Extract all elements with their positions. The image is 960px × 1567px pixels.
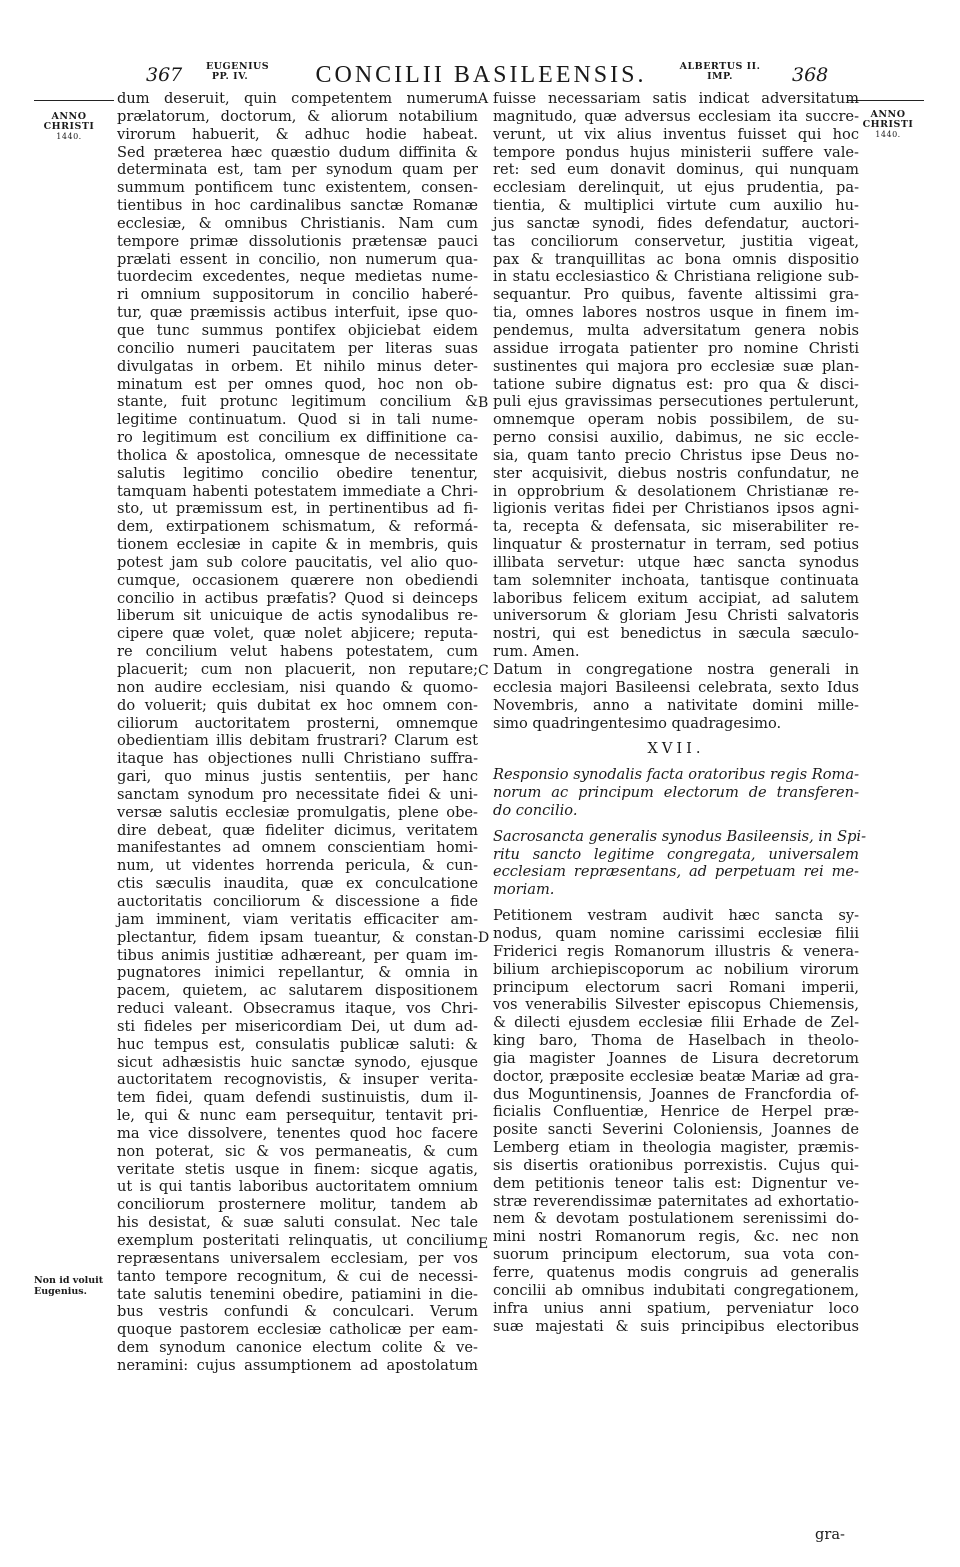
text-line: jam imminent, viam veritatis efficaciter am- <box>117 910 478 928</box>
text-line: stante, fuit protunc legitimum concilium & <box>117 393 478 411</box>
text-line: gia magister Joannes de Lisura decretorum <box>493 1049 859 1067</box>
text-line: universorum & gloriam Jesu Christi salvatoris <box>493 607 859 625</box>
text-line: prælatorum, doctorum, & aliorum notabilium <box>117 107 478 125</box>
text-line: sicut adhæsistis huic sanctæ synodo, ejusque <box>117 1053 478 1071</box>
text-line: & dilecti ejusdem ecclesiæ filii Erhade de Zel- <box>493 1014 859 1032</box>
text-line: rum. Amen. <box>493 643 580 661</box>
rubric-line: do concilio. <box>493 801 578 819</box>
text-line: divulgatas in orbem. Et nihilo minus deter- <box>117 357 478 375</box>
text-line: sto, ut præmissum est, in pertinentibus ad fi- <box>117 500 478 518</box>
text-line: illibata servetur: utque hæc sancta synodus <box>493 553 859 571</box>
text-line: Sed præterea hæc quæstio dudum diffinita & <box>117 143 478 161</box>
text-line: tam solemniter inchoata, tantisque continuata <box>493 571 859 589</box>
text-line: tibus animis justitiæ adhæreant, per quam im- <box>117 946 478 964</box>
text-line: ut is qui tantis laboribus auctoritatem omnium <box>117 1178 478 1196</box>
sacrosancta-line: ritu sancto legitime congregata, universalem <box>493 845 859 863</box>
text-line: sanctam synodum pro necessitate fidei & uni- <box>117 785 478 803</box>
text-line: exemplum posteritati relinquatis, ut concilium <box>117 1232 478 1249</box>
text-line: in opprobrium & desolationem Christianæ re- <box>493 482 859 500</box>
datum-line: Datum in congregatione nostra generali in <box>493 661 859 678</box>
text-line: omnemque operam nobis possibilem, de su- <box>493 411 859 429</box>
text-line: concilio in actibus præfatis? Quod si deinceps <box>117 589 478 607</box>
text-line: ret: sed eum donavit dominus, qui nunquam <box>493 161 859 179</box>
text-line: dum deseruit, quin competentem numerum <box>117 90 478 107</box>
section-letter-d: D <box>478 930 490 946</box>
text-line: jus sanctæ synodi, fides defendatur, auctori- <box>493 214 859 232</box>
text-line: salutis legitimo concilio obedire tenentur, <box>117 464 478 482</box>
text-line: non poterat, sic & vos permaneatis, & cum <box>117 1142 478 1160</box>
section-letter-b: B <box>478 395 489 411</box>
text-line: Lemberg etiam in theologia magister, præmis- <box>493 1139 859 1157</box>
text-line: sia, quam tanto precio Christus ipse Deus no- <box>493 446 859 464</box>
text-line: pendemus, multa adversitatum genera nobis <box>493 321 859 339</box>
text-line: bilium archiepiscoporum ac nobilium virorum <box>493 960 859 978</box>
text-line: sti fideles per misericordiam Dei, ut dum ad- <box>117 1017 478 1035</box>
text-line: dem petitionis teneor talis est: Dignentur ve- <box>493 1174 859 1192</box>
text-line: nodus, quam nomine carissimi ecclesiæ filii <box>493 924 859 942</box>
text-line: tientia, & multiplici virtute cum auxilio hu- <box>493 197 859 215</box>
text-line: in statu ecclesiastico & Christiana religione sub- <box>493 268 859 286</box>
text-line: verunt, ut vix alius inventus fuisset qui hoc <box>493 125 859 143</box>
text-line: manifestantes ad omnem conscientiam homi- <box>117 839 478 857</box>
text-line: magnitudo, quæ adversus ecclesiam ita succre- <box>493 107 859 125</box>
text-line: summum pontificem tunc existentem, consen- <box>117 179 478 197</box>
text-line: linquatur & prosternatur in terram, sed potius <box>493 536 859 554</box>
text-line: ro legitimum est concilium ex diffinitione ca- <box>117 429 478 447</box>
text-line: versæ salutis ecclesiæ promulgatis, plene obe- <box>117 803 478 821</box>
text-line: placuerit; cum non placuerit, non reputare; <box>117 661 478 678</box>
section-letter-c: C <box>478 663 489 679</box>
running-head-right: ALBERTUS II. IMP. <box>679 61 761 82</box>
rubric-line: norum ac principum electorum de transferen- <box>493 784 859 802</box>
text-line: do voluerit; quis dubitat ex hoc omnem con- <box>117 696 478 714</box>
paragraph-gap <box>493 820 859 828</box>
text-line: liberum sit unicuique de actis synodalibus re- <box>117 607 478 625</box>
text-line: vos venerabilis Silvester episcopus Chiemensis, <box>493 996 859 1014</box>
margin-year-right: ANNO CHRISTI 1440. <box>862 109 914 139</box>
text-line: infra unius anni spatium, perveniatur loco <box>493 1299 859 1317</box>
text-line: neramini: cujus assumptionem ad apostolatum <box>117 1356 478 1374</box>
text-line: veritate stetis usque in finem: sicque agatis, <box>117 1160 478 1178</box>
text-line: tur, quæ præmissis actibus interfuit, ipse quo- <box>117 304 478 322</box>
text-line: ma vice dissolvere, tenentes quod hoc facere <box>117 1124 478 1142</box>
datum-line: simo quadringentesimo quadragesimo. <box>493 714 782 732</box>
text-line: ta, recepta & defensata, sic miserabiliter re- <box>493 518 859 536</box>
sacrosancta-line: Sacrosancta generalis synodus Basileensis, in Spi- <box>493 827 867 845</box>
text-line: tamquam habenti potestatem immediate a Chri- <box>117 482 478 500</box>
text-line: tia, omnes labores nostros usque in finem im- <box>493 304 859 322</box>
text-line: sustinentes qui majora pro ecclesiæ suæ plan- <box>493 357 859 375</box>
text-line: quoque pastorem ecclesiæ catholicæ per eam- <box>117 1321 478 1339</box>
text-line: ri omnium suppositorum in concilio haberé- <box>117 286 478 304</box>
text-line: ster acquisivit, diebus nostris confundatur, ne <box>493 464 859 482</box>
text-line: dem synodum canonice electum colite & ve- <box>117 1339 478 1357</box>
text-line: Petitionem vestram audivit hæc sancta sy- <box>493 907 859 925</box>
text-line: gari, quo minus justis sententiis, per hanc <box>117 768 478 786</box>
text-line: assidue irrogata patienter pro nomine Christi <box>493 339 859 357</box>
text-line: dem, extirpationem schismatum, & reformá- <box>117 518 478 536</box>
text-line: tem fidei, quam defendi sustinuistis, dum il- <box>117 1089 478 1107</box>
section-number: XVII. <box>647 740 705 758</box>
text-line: suorum principum electorum, sua vota con- <box>493 1246 859 1264</box>
text-line: determinata est, tam per synodum quam per <box>117 161 478 179</box>
text-line: stræ reverendissimæ paternitates ad exhortatio- <box>493 1192 859 1210</box>
text-line: tate salutis tenemini obedire, patiamini in die- <box>117 1285 478 1303</box>
text-line: ligionis veritas fidei per Christianos ipsos agni- <box>493 500 859 518</box>
text-line: principum electorum sacri Romani imperii, <box>493 978 859 996</box>
text-line: que tunc summus pontifex objiciebat eidem <box>117 321 478 339</box>
text-line: conciliorum prosternere molitur, tandem ab <box>117 1196 478 1214</box>
text-line: dire debeat, quæ fideliter dicimus, veritatem <box>117 821 478 839</box>
margin-year-left: ANNO CHRISTI 1440. <box>43 111 95 141</box>
rubric-line: Responsio synodalis facta oratoribus regis Roma- <box>493 766 859 784</box>
text-line: huc tempus est, consulatis publicæ saluti: & <box>117 1035 478 1053</box>
text-line: dus Moguntinensis, Joannes de Francfordia of- <box>493 1085 859 1103</box>
text-line: num, ut videntes horrenda pericula, & cun- <box>117 857 478 875</box>
text-line: tempore pondus hujus ministerii suffere vale- <box>493 143 859 161</box>
text-line: tholica & apostolica, omnesque de necessitate <box>117 446 478 464</box>
left-text-column <box>117 90 478 1375</box>
right-text-column <box>493 90 867 1335</box>
text-line: sis disertis orationibus porrexistis. Cujus qui- <box>493 1156 859 1174</box>
paragraph-gap <box>493 758 859 766</box>
text-line: le, qui & nunc eam persequitur, tentavit pri- <box>117 1107 478 1125</box>
text-line: ciliorum auctoritatem prosterni, omnemque <box>117 714 478 732</box>
text-line: cipere quæ volet, quæ nolet abjicere; reputa- <box>117 625 478 643</box>
running-head-left: EUGENIUS PP. IV. <box>206 61 270 82</box>
section-letter-a: A <box>478 91 489 107</box>
text-line: cumque, occasionem quærere non obediendi <box>117 571 478 589</box>
catchword: gra- <box>815 1526 845 1543</box>
datum-line: ecclesia majori Basileensi celebrata, sexto Idus <box>493 678 859 696</box>
paragraph-gap <box>493 899 859 907</box>
text-line: tientibus in hoc cardinalibus sanctæ Romanæ <box>117 197 478 215</box>
text-line: tempore primæ dissolutionis prætensæ pauci <box>117 232 478 250</box>
text-line: auctoritatem recognovistis, & insuper verita- <box>117 1071 478 1089</box>
text-line: laboribus felicem exitum accipiat, ad salutem <box>493 589 859 607</box>
text-line: nem & devotam postulationem serenissimi do- <box>493 1210 859 1228</box>
text-line: Friderici regis Romanorum illustris & venera- <box>493 942 859 960</box>
text-line: repræsentans universalem ecclesiam, per vos <box>117 1249 478 1267</box>
sacrosancta-line: moriam. <box>493 881 555 899</box>
text-line: itaque has objectiones nulli Christiano suffra- <box>117 750 478 768</box>
text-line: perno consisi auxilio, dabimus, ne sic eccle- <box>493 429 859 447</box>
text-line: mini nostri Romanorum regis, &c. nec non <box>493 1228 859 1246</box>
text-line: legitime continuatum. Quod si in tali nume- <box>117 411 478 429</box>
sacrosancta-line: ecclesiam repræsentans, ad perpetuam rei me- <box>493 863 859 881</box>
text-line: prælati essent in concilio, non numerum qua- <box>117 250 478 268</box>
text-line: pugnatores inimici repellantur, & omnia in <box>117 964 478 982</box>
text-line: ferre, quatenus modis congruis ad generalis <box>493 1264 859 1281</box>
text-line: plectantur, fidem ipsam tueantur, & constan- <box>117 928 478 946</box>
text-line: suæ majestati & suis principibus electoribus <box>493 1317 859 1335</box>
page-number-right: 368 <box>792 64 829 86</box>
datum-line: Novembris, anno a nativitate domini mille- <box>493 696 859 714</box>
margin-rule-right <box>848 100 924 101</box>
text-line: auctoritatis conciliorum & discessione a fide <box>117 892 478 910</box>
text-line: tatione subire dignatus est: pro qua & disci- <box>493 375 859 393</box>
text-line: ecclesiam derelinquit, ut ejus prudentia, pa- <box>493 179 859 197</box>
text-line: tionem ecclesiæ in capite & in membris, quis <box>117 536 478 554</box>
paragraph-gap <box>493 732 859 740</box>
section-letter-e: E <box>478 1236 489 1252</box>
text-line: posite sancti Severini Coloniensis, Joannes de <box>493 1121 859 1139</box>
text-line: nostri, qui est benedictus in sæcula sæculo- <box>493 625 859 643</box>
text-line: king baro, Thoma de Haselbach in theolo- <box>493 1032 859 1050</box>
text-line: pacem, quietem, ac salutarem dispositionem <box>117 982 478 1000</box>
margin-rule-left <box>34 100 114 101</box>
text-line: ctis sæculis inaudita, quæ ex conculcatione <box>117 875 478 893</box>
text-line: fuisse necessariam satis indicat adversitatum <box>493 90 859 107</box>
text-line: concilii ab omnibus indubitati congregationem, <box>493 1281 859 1299</box>
text-line: reduci valeant. Obsecramus itaque, vos Chri- <box>117 1000 478 1018</box>
text-line: virorum habuerit, & adhuc hodie habeat. <box>117 125 478 143</box>
text-line: puli ejus gravissimas persecutiones pertulerunt, <box>493 393 859 411</box>
text-line: bus vestris confundi & conculcari. Verum <box>117 1303 478 1321</box>
text-line: obedientiam illis debitam frustrari? Clarum est <box>117 732 478 750</box>
text-line: his desistat, & suæ saluti consulat. Nec tale <box>117 1214 478 1232</box>
text-line: concilio numeri paucitatem per literas suas <box>117 339 478 357</box>
text-line: potest jam sub colore paucitatis, vel alio quo- <box>117 553 478 571</box>
margin-note: Non id voluit Eugenius. <box>34 1275 104 1297</box>
text-line: ecclesiæ, & omnibus Christianis. Nam cum <box>117 214 478 232</box>
text-line: tuordecim excedentes, neque medietas nume- <box>117 268 478 286</box>
text-line: non audire ecclesiam, nisi quando & quomo- <box>117 678 478 696</box>
text-line: sequantur. Pro quibus, favente altissimi gra- <box>493 286 859 304</box>
text-line: tanto tempore recognitum, & cui de necessi- <box>117 1267 478 1285</box>
text-line: re concilium velut habens potestatem, cum <box>117 643 478 661</box>
page-title: CONCILII BASILEENSIS. <box>315 62 647 88</box>
text-line: minatum est per omnes quod, hoc non ob- <box>117 375 478 393</box>
text-line: doctor, præposite ecclesiæ beatæ Mariæ ad gra- <box>493 1067 859 1085</box>
page-number-left: 367 <box>146 64 183 86</box>
text-line: pax & tranquillitas ac bona omnis dispositio <box>493 250 859 268</box>
text-line: tas conciliorum conservetur, justitia vigeat, <box>493 232 859 250</box>
text-line: ficialis Confluentiæ, Henrice de Herpel præ- <box>493 1103 859 1121</box>
